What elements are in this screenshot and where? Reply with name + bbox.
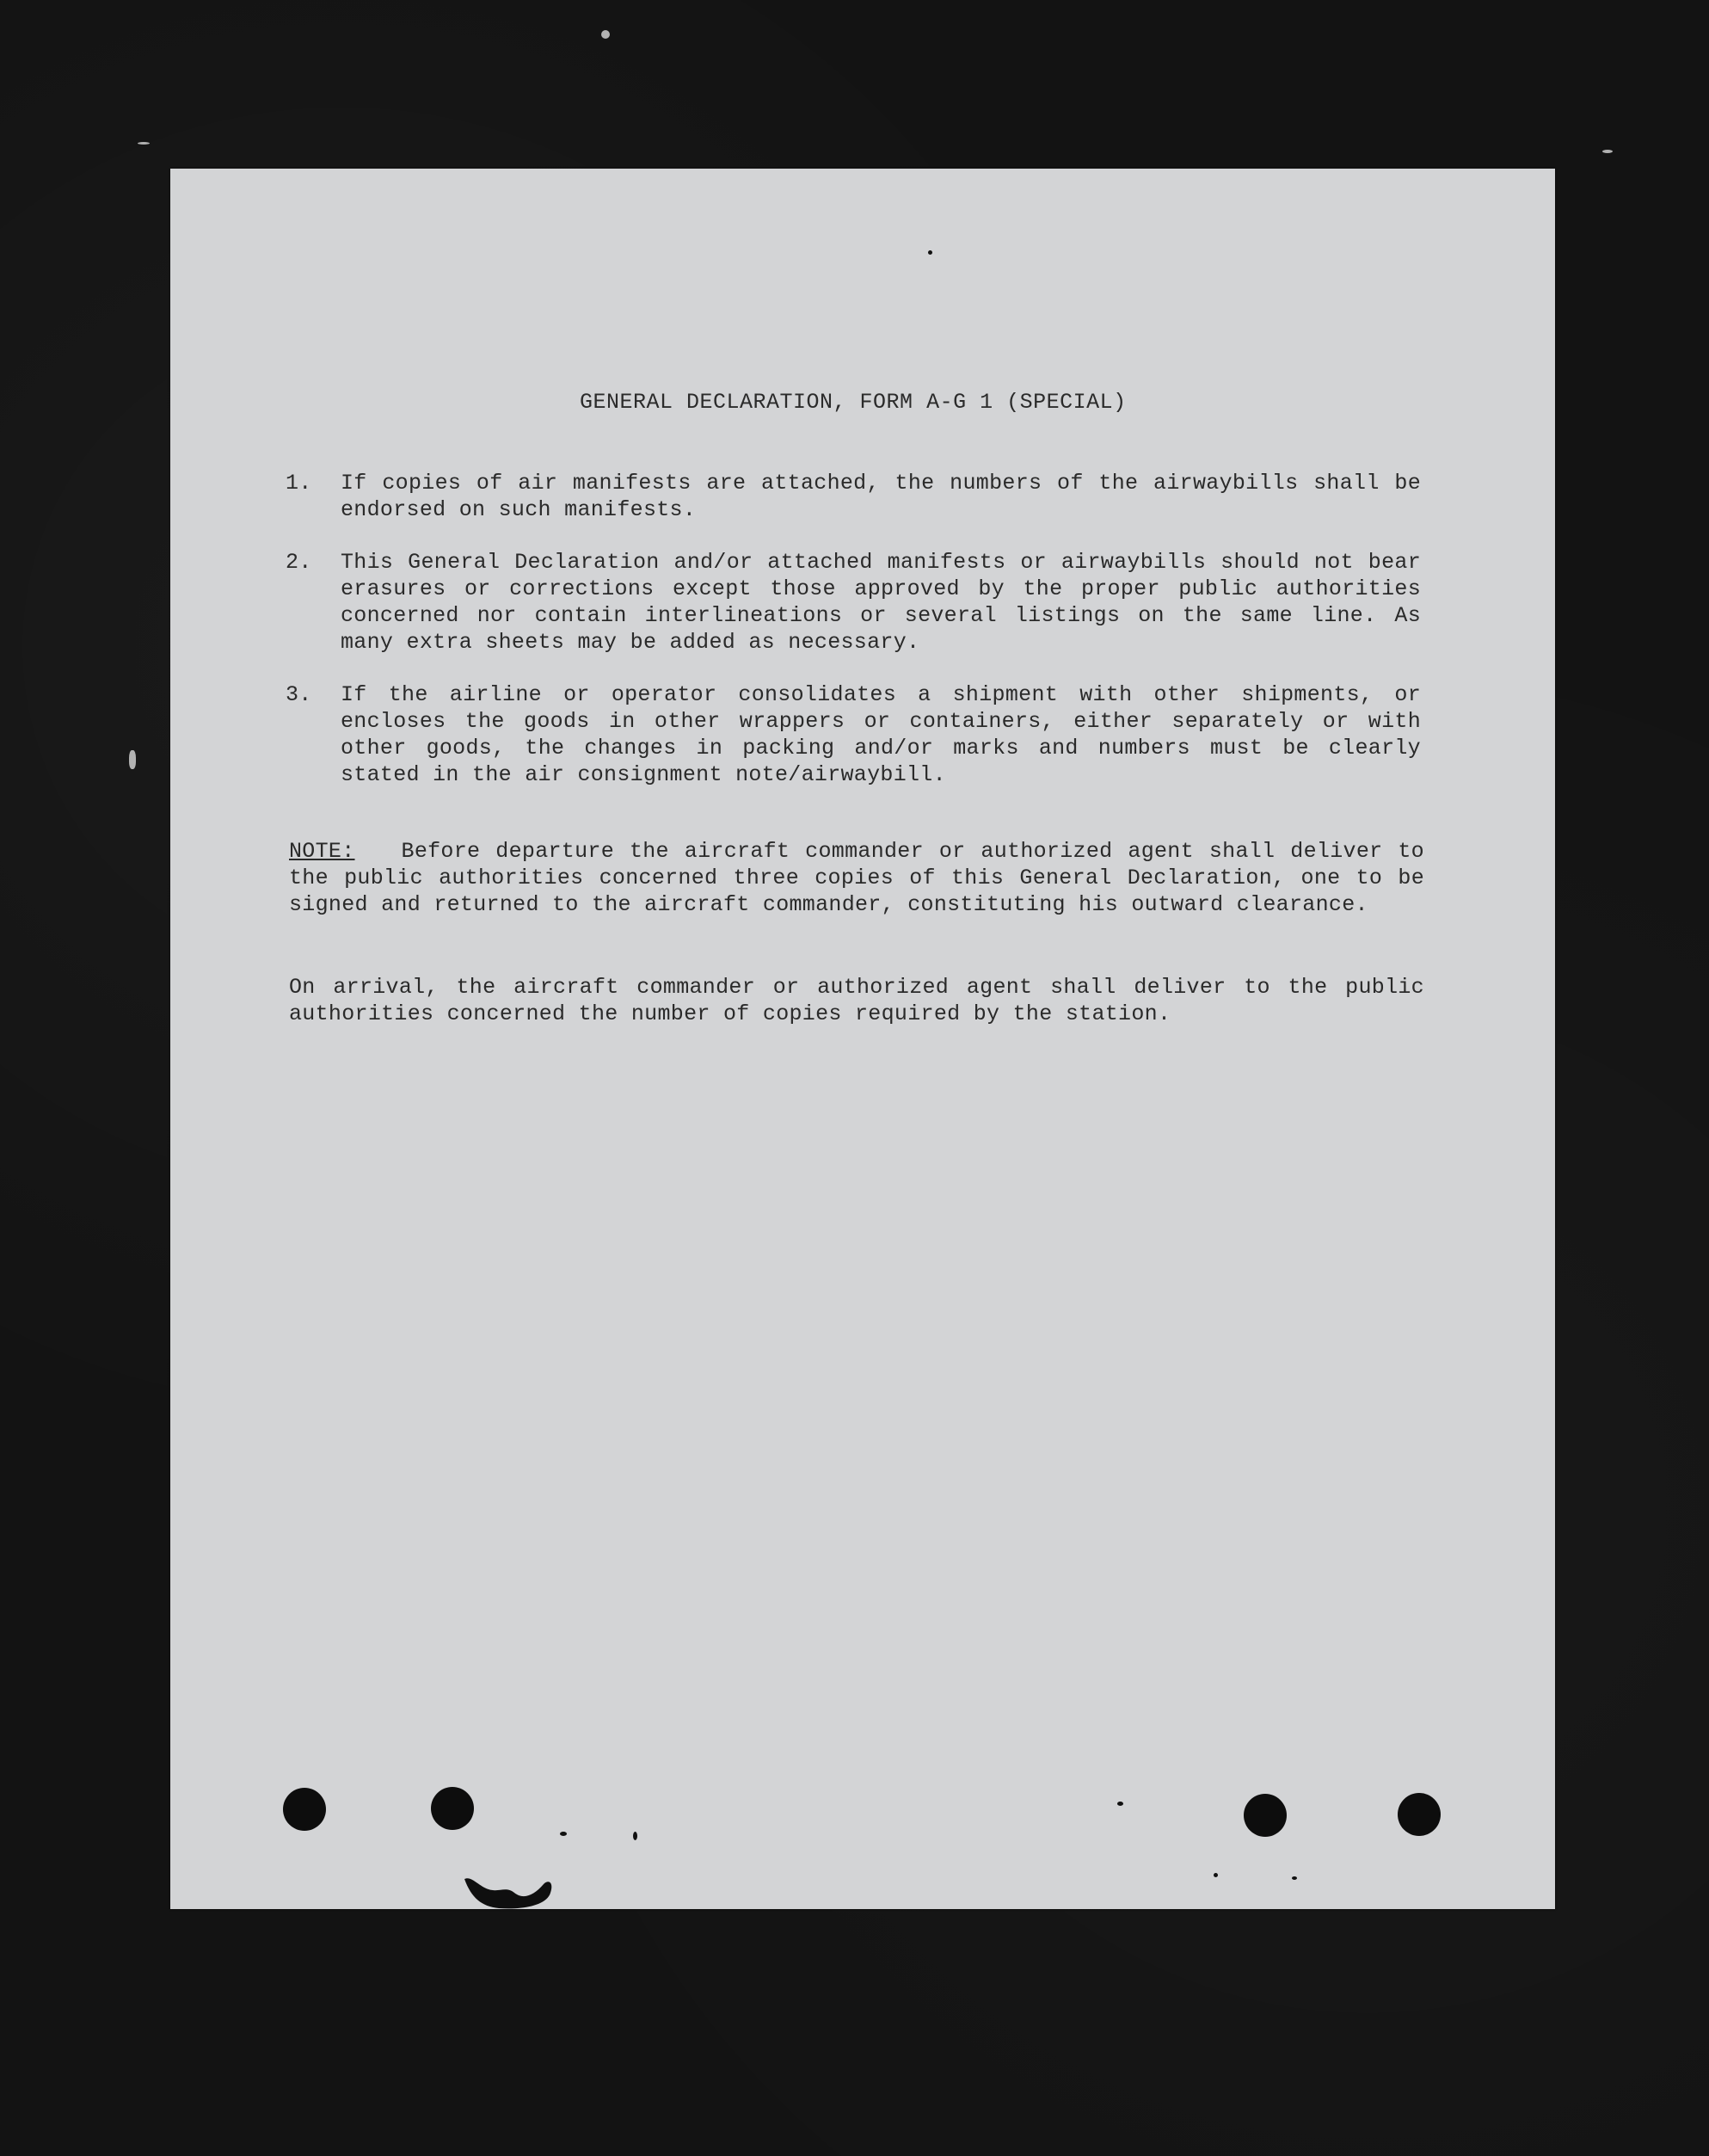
scan-dust: [129, 750, 136, 769]
scan-speck: [633, 1832, 637, 1840]
punch-hole: [1398, 1793, 1441, 1836]
arrival-paragraph: On arrival, the aircraft commander or authorized agent shall deliver to the public authorities concerned the number of copies required by the station.: [289, 975, 1424, 1026]
instruction-text: If copies of air manifests are attached, the numbers of the airwaybills shall be endorsed on such manifests.: [341, 471, 1421, 522]
scan-speck: [928, 250, 932, 255]
instruction-number: 3.: [286, 682, 312, 707]
instruction-text: This General Declaration and/or attached manifests or airwaybills should not bear erasures or corrections except those approved by the proper public authorities concerned nor contain interlineations or several listings on the same line. As many extra sheets may be added as necessary.: [341, 550, 1421, 655]
scan-speck: [1117, 1802, 1123, 1806]
punch-hole: [431, 1787, 474, 1830]
instruction-number: 1.: [286, 471, 312, 496]
scan-speck: [1292, 1876, 1297, 1880]
scan-dust: [601, 30, 610, 39]
note-label: NOTE:: [289, 839, 355, 864]
scan-speck: [1214, 1873, 1218, 1877]
instruction-number: 2.: [286, 550, 312, 575]
note-text: Before departure the aircraft commander or authorized agent shall deliver to the public authorities concerned three copies of this General Declaration, one to be signed and returned to the aircraft commander, constituting his outward clearance.: [289, 839, 1424, 917]
punch-hole: [1244, 1794, 1287, 1837]
ink-blot: [464, 1876, 554, 1910]
punch-hole: [283, 1788, 326, 1831]
scan-dust: [138, 142, 150, 145]
note-paragraph: [289, 838, 1424, 918]
scan-speck: [560, 1832, 567, 1836]
instruction-text: If the airline or operator consolidates a shipment with other shipments, or encloses the goods in other wrappers or containers, either separately or with other goods, the changes in packing and/or marks and numbers must be clearly stated in the air consignment note/airwaybill.: [341, 682, 1421, 787]
document-page: [170, 169, 1555, 1909]
scan-dust: [1602, 150, 1613, 153]
document-title: GENERAL DECLARATION, FORM A-G 1 (SPECIAL): [580, 390, 1127, 415]
